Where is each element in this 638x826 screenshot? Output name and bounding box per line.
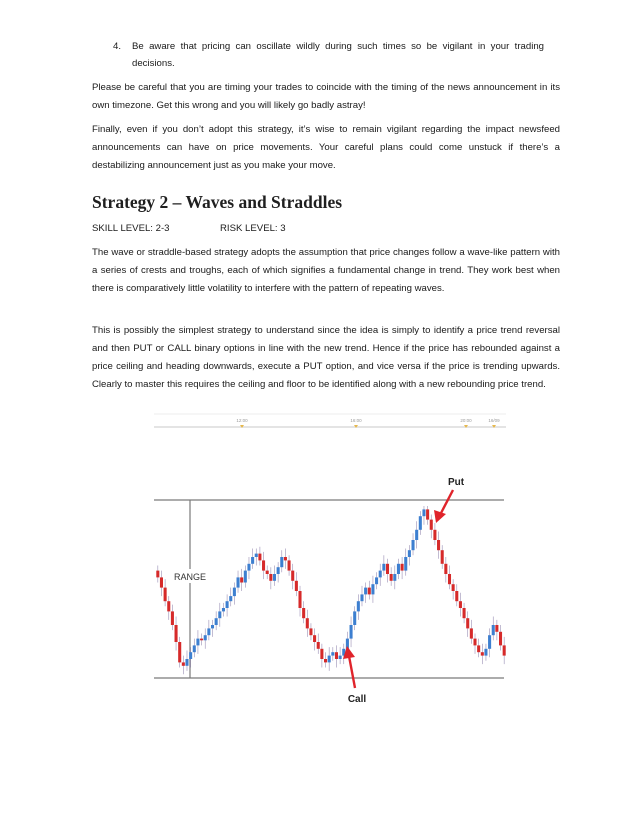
candle-down: [430, 520, 433, 530]
candle-up: [328, 656, 331, 663]
candle-up: [277, 567, 280, 574]
candle-up: [189, 652, 192, 659]
time-label-2: 16:00: [350, 418, 362, 423]
candle-down: [262, 560, 265, 570]
candle-down: [302, 608, 305, 618]
list-item-line-2: decisions.: [132, 58, 175, 69]
candle-down: [240, 577, 243, 582]
candle-down: [459, 601, 462, 608]
candle-up: [364, 588, 367, 595]
candle-down: [284, 557, 287, 560]
candle-up: [237, 577, 240, 587]
candle-down: [171, 611, 174, 625]
candle-down: [437, 540, 440, 550]
put-label: Put: [447, 477, 465, 488]
candle-down: [269, 574, 272, 581]
candle-down: [495, 625, 498, 632]
candle-up: [204, 635, 207, 640]
candle-down: [306, 618, 309, 628]
call-label: Call: [347, 694, 367, 705]
candle-down: [481, 652, 484, 655]
candle-down: [313, 635, 316, 642]
candle-down: [200, 639, 203, 641]
candle-up: [412, 540, 415, 550]
candle-up: [215, 618, 218, 625]
candle-down: [448, 574, 451, 584]
candle-down: [368, 588, 371, 595]
candle-down: [298, 591, 301, 608]
candle-up: [360, 594, 363, 601]
candle-up: [422, 509, 425, 516]
list-number: 4.: [113, 41, 122, 52]
candle-down: [175, 625, 178, 642]
put-arrow-shaft: [440, 490, 453, 515]
candle-up: [375, 577, 378, 584]
candle-up: [207, 628, 210, 635]
candle-up: [484, 649, 487, 656]
candle-up: [196, 639, 199, 646]
candle-up: [193, 645, 196, 652]
candle-down: [390, 574, 393, 581]
candle-up: [371, 584, 374, 594]
candle-down: [335, 652, 338, 659]
candle-up: [273, 574, 276, 581]
candle-down: [266, 571, 269, 574]
candle-down: [288, 560, 291, 570]
candle-down: [426, 509, 429, 519]
candle-up: [393, 574, 396, 581]
candle-up: [350, 625, 353, 639]
list-item-line-1: Be aware that pricing can oscillate wildly during such times so be vigilant in your trading: [132, 41, 544, 52]
candle-up: [379, 571, 382, 578]
candle-up: [408, 550, 411, 557]
candle-down: [444, 564, 447, 574]
candle-up: [415, 530, 418, 540]
candle-up: [280, 557, 283, 567]
candle-up: [233, 588, 236, 597]
candle-down: [258, 554, 261, 561]
candle-down: [466, 618, 469, 628]
candle-up: [397, 564, 400, 574]
candle-up: [492, 625, 495, 635]
candle-down: [452, 584, 455, 591]
paragraph-timing: Please be careful that you are timing your trades to coincide with the timing of the news announcement in its own timezone. Get this wrong and you will likely go badly astray!: [92, 82, 560, 111]
put-arrow-head: [434, 510, 446, 523]
candle-down: [291, 571, 294, 581]
section-heading: Strategy 2 – Waves and Straddles: [92, 192, 343, 212]
candle-up: [382, 564, 385, 571]
candle-down: [470, 628, 473, 638]
candle-up: [211, 625, 214, 628]
paragraph-finally: Finally, even if you don’t adopt this strategy, it’s wise to remain vigilant regarding the impact newsfeed announcements can have on price movements. Your careful plans could come unstuck if there’s a destabilizing announcement just as you make your move.: [92, 124, 560, 171]
candle-up: [185, 659, 188, 666]
candle-up: [331, 652, 334, 655]
call-arrow-shaft: [349, 656, 355, 688]
skill-level: SKILL LEVEL: 2-3: [92, 223, 170, 234]
candle-up: [488, 635, 491, 649]
paragraph-simplest: This is possibly the simplest strategy to understand since the idea is simply to identify a price trend reversal and then PUT or CALL binary options in line with the new trend. Hence if the price has rebounded against a price ceiling and heading downwards, execute a PUT option, and vice versa if the price is trending upwards. Clearly to master this requires the ceiling and floor to be identified along with a new rebounding price trend.: [92, 325, 560, 390]
candles: [156, 506, 505, 674]
range-label: RANGE: [173, 572, 207, 582]
time-label-3: 20:00: [460, 418, 472, 423]
candle-up: [339, 656, 342, 659]
candle-down: [160, 577, 163, 587]
candle-down: [309, 628, 312, 635]
candle-down: [317, 642, 320, 649]
candlestick-chart: [150, 410, 510, 710]
candle-down: [455, 591, 458, 601]
candle-down: [156, 571, 159, 578]
candle-down: [295, 581, 298, 591]
candle-down: [477, 645, 480, 652]
candle-down: [441, 550, 444, 564]
candle-up: [226, 601, 229, 608]
candle-down: [499, 632, 502, 646]
candle-down: [401, 564, 404, 571]
candle-up: [357, 601, 360, 611]
candle-up: [244, 571, 247, 583]
candle-down: [473, 639, 476, 646]
candle-down: [164, 588, 167, 602]
candle-down: [463, 608, 466, 618]
candle-up: [255, 554, 258, 557]
candle-up: [247, 564, 250, 571]
candle-up: [229, 596, 232, 601]
candle-up: [222, 608, 225, 611]
paragraph-wave: The wave or straddle-based strategy adopts the assumption that price changes follow a wave-like pattern with a series of crests and troughs, each of which signifies a fundamental change in trend. They work best when there is comparatively little volatility to interfere with the pattern of repeating waves.: [92, 247, 560, 294]
candle-down: [386, 564, 389, 574]
candle-up: [419, 516, 422, 530]
time-label-1: 12:00: [236, 418, 248, 423]
candle-down: [324, 659, 327, 662]
time-strip: [154, 414, 506, 428]
range-chart-figure: [150, 410, 510, 710]
candle-down: [320, 649, 323, 659]
candle-up: [404, 557, 407, 571]
candle-up: [353, 611, 356, 625]
time-label-4: 16/09: [488, 418, 500, 423]
candle-up: [251, 557, 254, 564]
candle-down: [433, 530, 436, 540]
candle-down: [182, 662, 185, 665]
candle-up: [218, 611, 221, 618]
risk-level: RISK LEVEL: 3: [220, 223, 286, 234]
candle-down: [178, 642, 181, 662]
candle-down: [503, 645, 506, 655]
candle-down: [167, 601, 170, 611]
